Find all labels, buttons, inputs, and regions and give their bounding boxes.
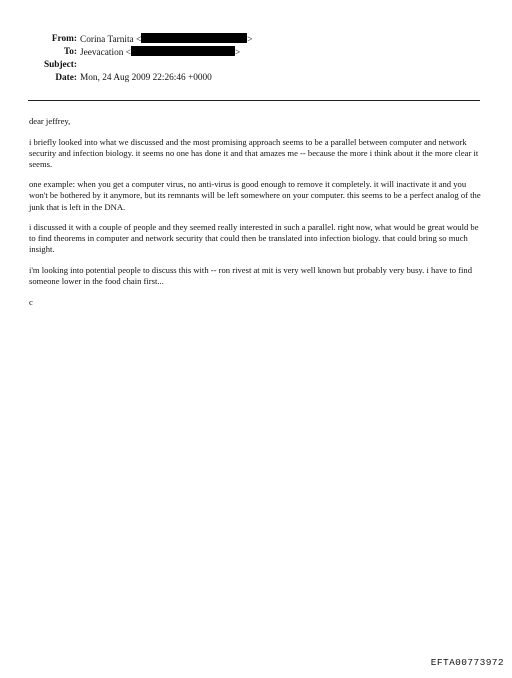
body-paragraph: one example: when you get a computer virus, no anti-virus is good enough to remove it completely. it will inactivate it and you won't be bothered by it anymore, but its remnants will be left somewhere on your computer. this seems to be a perfect analog of the junk that is left in the DNA.	[29, 179, 481, 212]
header-divider	[28, 100, 480, 101]
to-row	[0, 46, 512, 59]
to-close: >	[234, 48, 241, 58]
date-value: Mon, 24 Aug 2009 22:26:46 +0000	[80, 73, 212, 83]
signoff: c	[29, 296, 33, 307]
body-paragraph: i briefly looked into what we discussed and the most promising approach seems to be a parallel between computer and network security and infection biology. it seems no one has done it and that amazes me -- because the more i think about it the more clear it seems.	[29, 136, 479, 169]
to-label: To:	[63, 47, 77, 57]
from-value	[80, 33, 252, 47]
redaction-bar	[131, 46, 235, 56]
email-header	[0, 33, 512, 85]
document-id: EFTA00773972	[430, 657, 504, 668]
greeting: dear jeffrey,	[29, 116, 71, 126]
date-label: Date:	[55, 73, 77, 83]
email-body	[29, 116, 483, 317]
subject-label: Subject:	[43, 60, 77, 70]
redaction-bar	[141, 33, 247, 43]
from-row	[0, 33, 512, 46]
to-value	[80, 46, 240, 60]
from-name: Corina Tarnita <	[80, 35, 142, 45]
body-paragraph: i discussed it with a couple of people and they seemed really interested in such a parallel. right now, what would be great would be to find theorems in computer and network security that could then be translated into infection biology. that could bring so much insight.	[29, 222, 479, 255]
subject-row	[0, 59, 512, 72]
from-label: From:	[51, 34, 77, 44]
date-row	[0, 72, 512, 85]
from-close: >	[247, 35, 253, 45]
to-name: Jeevacation <	[80, 48, 131, 58]
body-paragraph: i'm looking into potential people to discuss this with -- ron rivest at mit is very well known but probably very busy. i have to find someone lower in the food chain first...	[29, 264, 473, 287]
